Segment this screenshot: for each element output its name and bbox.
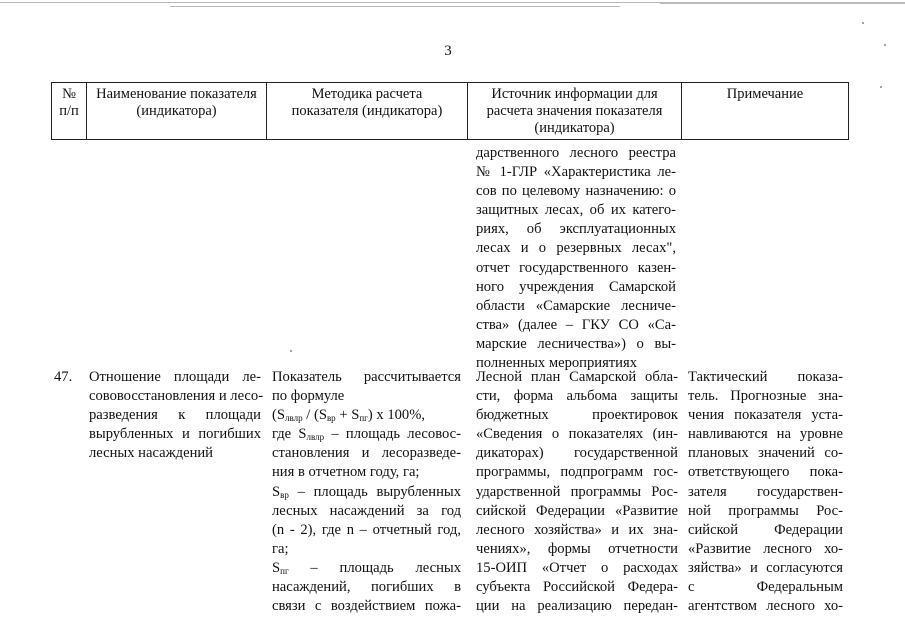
text-line: риях, об эксплуатационных xyxy=(476,221,676,238)
text-line: зяйства» и согласуются xyxy=(688,559,843,576)
text-line: полненных мероприятиях xyxy=(476,355,637,372)
method-cell xyxy=(272,368,461,616)
text-line: субъекта Российской Федера- xyxy=(476,579,678,596)
text-line: (n - 2), где n – отчетный год, xyxy=(272,521,461,538)
text-line: тель. Прогнозные зна- xyxy=(688,388,843,405)
scan-line xyxy=(170,6,620,7)
text-line: лесных насаждений xyxy=(89,445,213,462)
continued-source-cell xyxy=(476,144,676,373)
scan-speck xyxy=(862,22,864,24)
text-line: области «Самарские лесниче- xyxy=(476,297,676,314)
header-note: Примечание xyxy=(682,82,849,140)
text-line: отчет государственного казен- xyxy=(476,259,676,276)
text-line: ции на реализацию передан- xyxy=(476,598,678,615)
text-line: по формуле xyxy=(272,388,345,405)
header-source: Источник информации для расчета значения показателя (индикатора) xyxy=(468,82,682,140)
text-line: ства» (далее – ГКУ СО «Са- xyxy=(476,316,676,333)
text-line: дарственного лесного реестра xyxy=(476,145,676,161)
text-line: вырубленных и погибших xyxy=(89,426,261,443)
scan-speck xyxy=(880,86,882,88)
indicator-name-cell xyxy=(89,368,264,463)
text-line: чениях», формы отчетности xyxy=(476,540,678,557)
text-line: насаждений, погибших в xyxy=(272,579,461,596)
text-line: $S_{пг}$ – площадь лесных xyxy=(272,559,461,576)
text-line: плановых значений со- xyxy=(688,445,843,462)
text-line: чения показателя уста- xyxy=(688,407,843,424)
text-line: с Федеральным xyxy=(688,579,843,596)
text-line: «Развитие лесного хо- xyxy=(688,540,843,557)
text-line: № 1-ГЛР «Характеристика ле- xyxy=(476,164,676,181)
text-line: где $S_{лвлр}$ – площадь лесовос- xyxy=(272,426,461,443)
text-line: сийской Федерации xyxy=(688,521,843,538)
text-line: сти, форма альбома защиты xyxy=(476,388,678,405)
scan-line xyxy=(660,3,905,4)
text-line: «Сведения о показателях (ин- xyxy=(476,426,678,443)
page-number: 3 xyxy=(444,43,452,59)
text-line: становления и лесоразведе- xyxy=(272,445,461,462)
text-line: лесных насаждений за год xyxy=(272,502,461,519)
text-line: 15-ОИП «Отчет о расходах xyxy=(476,559,678,576)
header-number: № п/п xyxy=(51,82,87,140)
scan-speck xyxy=(290,350,292,352)
formula: ($S_{лвлр} / (S_{вр} + S_{пг})$ x 100%, xyxy=(272,407,426,424)
text-line: ной программы Рос- xyxy=(688,502,843,519)
scan-speck xyxy=(884,44,886,46)
text-line: лесного хозяйства» и их зна- xyxy=(476,521,678,538)
text-line: $S_{вр}$ – площадь вырубленных xyxy=(272,483,461,500)
text-line: программы, подпрограмм гос- xyxy=(476,464,678,481)
text-line: марские лесничества») о вы- xyxy=(476,335,676,352)
text-line: Лесной план Самарской обла- xyxy=(476,369,678,385)
text-line: зателя государствен- xyxy=(688,483,843,500)
text-line: связи с воздействием пожа- xyxy=(272,598,461,615)
header-method: Методика расчета показателя (индикатора) xyxy=(267,82,468,140)
text-line: сововосстановления и лесо- xyxy=(89,388,264,405)
note-cell xyxy=(688,368,843,616)
row-number: 47. xyxy=(54,369,73,385)
text-line: ного учреждения Самарской xyxy=(476,278,676,295)
source-cell xyxy=(476,368,678,616)
text-line: сийской Федерации «Развитие xyxy=(476,502,678,519)
text-line: лесах и о резервных лесах", xyxy=(476,240,676,257)
text-line: агентством лесного хо- xyxy=(688,598,843,615)
header-indicator-name: Наименование показателя (индикатора) xyxy=(87,82,267,140)
text-line: га; xyxy=(272,540,289,557)
text-line: ответствующего пока- xyxy=(688,464,843,481)
text-line: дикаторах) государственной xyxy=(476,445,678,462)
text-line: Показатель рассчитывается xyxy=(272,369,461,385)
text-line: ния в отчетном году, га; xyxy=(272,464,420,481)
text-line: защитных лесах, об их катего- xyxy=(476,202,676,219)
text-line: бюджетных проектировок xyxy=(476,407,678,424)
text-line: Тактический показа- xyxy=(688,369,843,385)
text-line: сов по целевому назначению: о xyxy=(476,183,676,200)
text-line: Отношение площади ле- xyxy=(89,369,261,385)
text-line: навливаются на уровне xyxy=(688,426,843,443)
text-line: разведения к площади xyxy=(89,407,261,424)
text-line: ударственной программы Рос- xyxy=(476,483,678,500)
